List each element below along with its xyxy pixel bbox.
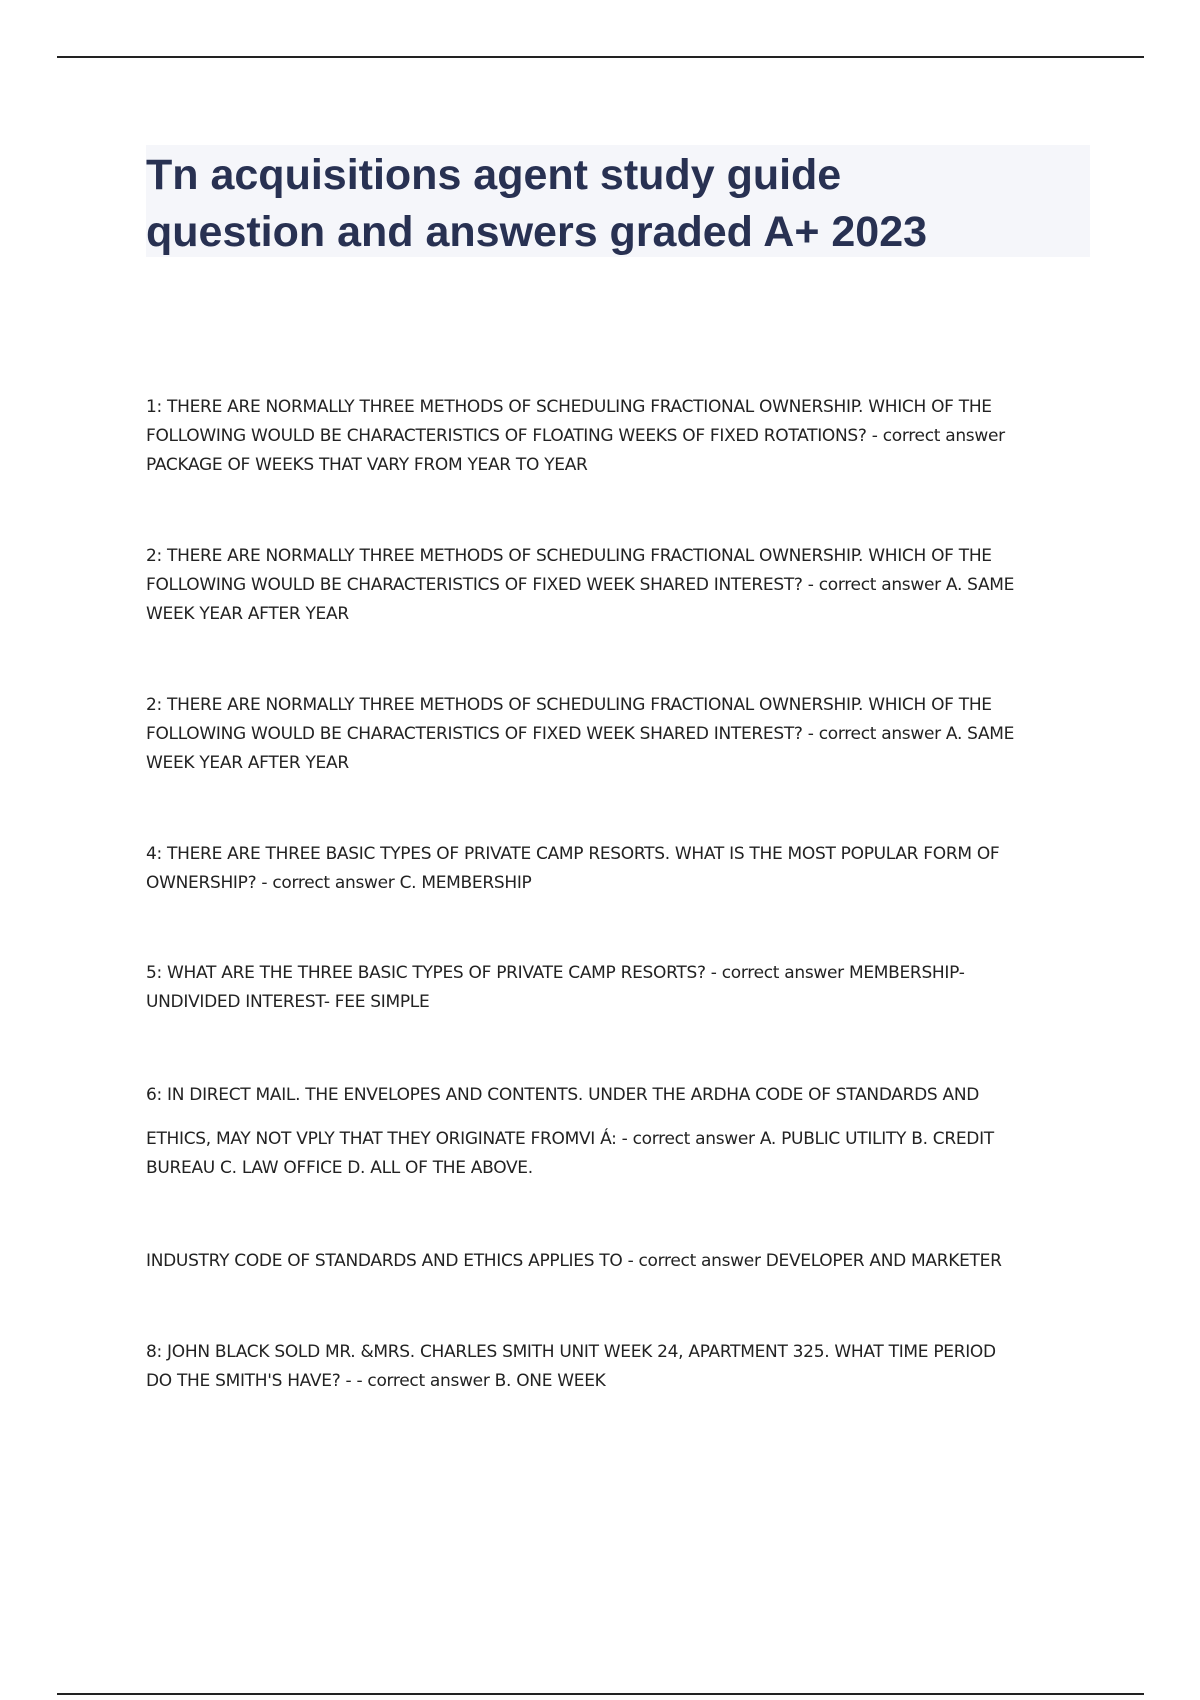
qa-line: 6: IN DIRECT MAIL. THE ENVELOPES AND CONTENTS. UNDER THE ARDHA CODE OF STANDARDS AND bbox=[146, 1085, 980, 1105]
qa-line: FOLLOWING WOULD BE CHARACTERISTICS OF FIXED WEEK SHARED INTEREST? - correct answer A. SAME bbox=[146, 724, 1015, 744]
bottom-rule bbox=[57, 1693, 1144, 1695]
qa-item-3 bbox=[146, 691, 1096, 778]
title-line-1: Tn acquisitions agent study guide bbox=[146, 151, 842, 199]
qa-item-4 bbox=[146, 840, 1096, 898]
title-line-2: question and answers graded A+ 2023 bbox=[146, 208, 928, 256]
qa-line: WEEK YEAR AFTER YEAR bbox=[146, 753, 349, 773]
qa-item-8 bbox=[146, 1338, 1096, 1396]
qa-line: BUREAU C. LAW OFFICE D. ALL OF THE ABOVE. bbox=[146, 1158, 533, 1178]
qa-line: 2: THERE ARE NORMALLY THREE METHODS OF SCHEDULING FRACTIONAL OWNERSHIP. WHICH OF THE bbox=[146, 695, 992, 715]
qa-item-5 bbox=[146, 959, 1096, 1017]
top-rule bbox=[57, 56, 1144, 58]
qa-line: WEEK YEAR AFTER YEAR bbox=[146, 604, 349, 624]
qa-line: ETHICS, MAY NOT VPLY THAT THEY ORIGINATE FROMVI Á: - correct answer A. PUBLIC UTILITY B. CREDIT bbox=[146, 1129, 994, 1149]
qa-item-2 bbox=[146, 542, 1096, 629]
title-block bbox=[146, 145, 1090, 257]
qa-line: 8: JOHN BLACK SOLD MR. &MRS. CHARLES SMITH UNIT WEEK 24, APARTMENT 325. WHAT TIME PERIOD bbox=[146, 1342, 996, 1362]
qa-line: 2: THERE ARE NORMALLY THREE METHODS OF SCHEDULING FRACTIONAL OWNERSHIP. WHICH OF THE bbox=[146, 546, 992, 566]
qa-line: 5: WHAT ARE THE THREE BASIC TYPES OF PRIVATE CAMP RESORTS? - correct answer MEMBERSHIP- bbox=[146, 963, 965, 983]
qa-line: UNDIVIDED INTEREST- FEE SIMPLE bbox=[146, 992, 430, 1012]
document-title bbox=[146, 145, 1090, 261]
qa-line: FOLLOWING WOULD BE CHARACTERISTICS OF FLOATING WEEKS OF FIXED ROTATIONS? - correct answer bbox=[146, 426, 1005, 446]
qa-item-1 bbox=[146, 393, 1096, 480]
qa-line: OWNERSHIP? - correct answer C. MEMBERSHIP bbox=[146, 873, 532, 893]
qa-line: 1: THERE ARE NORMALLY THREE METHODS OF SCHEDULING FRACTIONAL OWNERSHIP. WHICH OF THE bbox=[146, 397, 992, 417]
qa-line: DO THE SMITH'S HAVE? - - correct answer B. ONE WEEK bbox=[146, 1371, 606, 1391]
qa-item-6 bbox=[146, 1081, 1096, 1183]
qa-item-7 bbox=[146, 1247, 1096, 1276]
qa-line: INDUSTRY CODE OF STANDARDS AND ETHICS APPLIES TO - correct answer DEVELOPER AND MARKETER bbox=[146, 1251, 1002, 1271]
qa-line: FOLLOWING WOULD BE CHARACTERISTICS OF FIXED WEEK SHARED INTEREST? - correct answer A. SAME bbox=[146, 575, 1015, 595]
qa-line: 4: THERE ARE THREE BASIC TYPES OF PRIVATE CAMP RESORTS. WHAT IS THE MOST POPULAR FORM OF bbox=[146, 844, 1000, 864]
qa-line: PACKAGE OF WEEKS THAT VARY FROM YEAR TO YEAR bbox=[146, 455, 588, 475]
